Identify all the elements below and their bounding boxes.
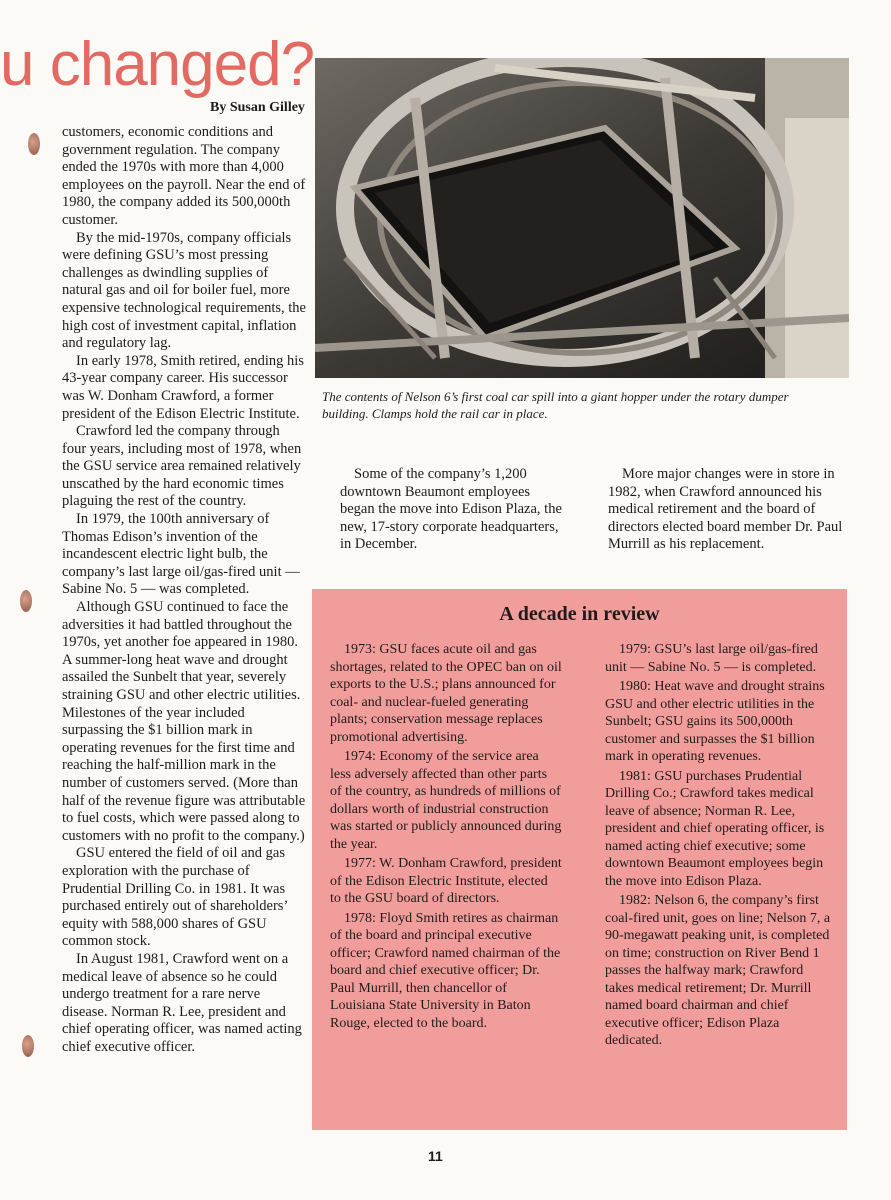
paragraph: Crawford led the company through four years, including most of 1978, when the GSU service area remained relatively unscathed by the hard economic times plaguing the rest of the country. (62, 423, 302, 510)
review-title: A decade in review (499, 603, 660, 625)
article-headline: u changed? (0, 30, 315, 99)
paragraph: In early 1978, Smith retired, ending his 43-year company career. His successor was W. Donham Crawford, a former president of the Edison Electric Institute. (62, 352, 304, 422)
middle-column (340, 466, 565, 554)
review-entry: 1973: GSU faces acute oil and gas shortages, related to the OPEC ban on oil exports to the U.S.; plans announced for coal- and nuclear-fueled generating plants; conservation message replaces promotional advertising. (330, 642, 562, 745)
review-left-column (330, 641, 562, 1034)
review-entry: 1978: Floyd Smith retires as chairman of the board and principal executive officer; Crawford named chairman of the board and chief executive officer; Dr. Paul Murrill, then chancellor of Louisiana State University in Baton Rouge, elected to the board. (330, 910, 561, 1031)
review-entry: 1980: Heat wave and drought strains GSU and other electric utilities in the Sunbelt; GSU gains its 500,000th customer and surpasses the $1 billion mark in operating revenues. (605, 679, 825, 764)
review-entry: 1977: W. Donham Crawford, president of the Edison Electric Institute, elected to the GSU board of directors. (330, 856, 562, 906)
review-right-column (605, 641, 835, 1052)
margin-ornament-icon (28, 133, 40, 155)
photo-caption: The contents of Nelson 6’s first coal car spill into a giant hopper under the rotary dumper building. Clamps hold the rail car in place. (322, 389, 789, 421)
paragraph: customers, economic conditions and government regulation. The company ended the 1970s with more than 4,000 employees on the payroll. Near the end of 1980, the company added its 500,000th customer. (62, 124, 306, 228)
right-column (608, 466, 848, 554)
page-number: 11 (428, 1148, 443, 1164)
decade-review-box (312, 589, 847, 1130)
margin-ornament-icon (22, 1035, 34, 1057)
byline: By Susan Gilley (210, 100, 305, 115)
paragraph: In 1979, the 100th anniversary of Thomas Edison’s invention of the incandescent electric light bulb, the company’s last large oil/gas-fired unit — Sabine No. 5 — was completed. (62, 511, 300, 598)
review-entry: 1982: Nelson 6, the company’s first coal-fired unit, goes on line; Nelson 7, a 90-megawatt peaking unit, is completed on time; construction on River Bend 1 passes the halfway mark; Crawford takes medical retirement; Dr. Murrill named board chairman and chief executive officer; Edison Plaza dedicated. (605, 893, 831, 1048)
left-column (62, 124, 306, 1056)
paragraph: GSU entered the field of oil and gas exploration with the purchase of Prudential Drilling Co. in 1981. It was purchased entirely out of shareholders’ equity with 588,000 shares of GSU common stock. (62, 845, 288, 950)
paragraph: Although GSU continued to face the adversities it had battled throughout the 1970s, yet another foe appeared in 1980. A summer-long heat wave and drought assailed the Sunbelt that year, severely straining GSU and other electric utilities. Milestones of the year included surpassing the $1 billion mark in operating revenues for the first time and reaching the half-million mark in the number of customers served. (More than half of the revenue figure was attributable to fuel costs, which were passed along to customers with no profit to the company.) (62, 599, 306, 844)
paragraph: Some of the company’s 1,200 downtown Beaumont employees began the move into Edison Plaza, the new, 17-story corporate headquarters, in December. (340, 466, 562, 553)
margin-ornament-icon (20, 590, 32, 612)
photo-illustration (315, 58, 849, 378)
paragraph: More major changes were in store in 1982, when Crawford announced his medical retirement and the board of directors elected board member Dr. Paul Murrill as his replacement. (608, 466, 843, 553)
paragraph: By the mid-1970s, company officials were defining GSU’s most pressing challenges as dwindling supplies of natural gas and oil for boiler fuel, more expensive technological requirements, the high cost of investment capital, inflation and regulatory lag. (62, 229, 306, 352)
coal-hopper-photo (315, 58, 849, 378)
review-entry: 1979: GSU’s last large oil/gas-fired unit — Sabine No. 5 — is completed. (605, 642, 818, 675)
paragraph: In August 1981, Crawford went on a medical leave of absence so he could undergo treatment for a rare nerve disease. Norman R. Lee, president and chief operating officer, was named acting chief executive officer. (62, 950, 302, 1055)
review-entry: 1981: GSU purchases Prudential Drilling Co.; Crawford takes medical leave of absence; Norman R. Lee, president and chief operating officer, is named acting chief executive; some downtown Beaumont employees begin the move into Edison Plaza. (605, 768, 825, 889)
review-entry: 1974: Economy of the service area less adversely affected than other parts of the country, as hundreds of millions of dollars worth of industrial construction was started or publicly announced during the year. (330, 749, 562, 852)
